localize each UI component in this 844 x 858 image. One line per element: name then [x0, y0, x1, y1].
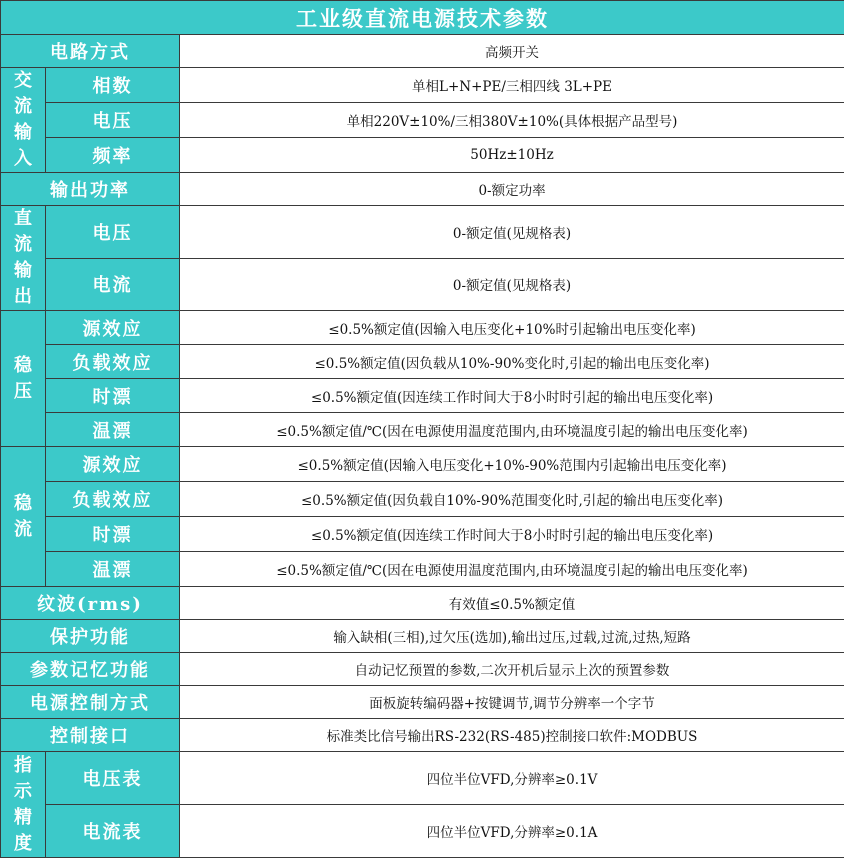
- sv-temp-label: 温漂: [46, 413, 180, 447]
- sv-source-label: 源效应: [46, 311, 180, 345]
- indicator-group-label: 指 示 精 度: [14, 755, 32, 854]
- protect-label: 保护功能: [1, 620, 180, 653]
- ripple-value: 有效值≤0.5%额定值: [180, 587, 844, 620]
- ac-freq-label: 频率: [46, 138, 180, 173]
- out-power-value: 0-额定功率: [180, 173, 844, 206]
- ac-freq-value: 50Hz±10Hz: [180, 138, 844, 173]
- sc-drift-label: 时漂: [46, 517, 180, 552]
- dc-current-value: 0-额定值(见规格表): [180, 258, 844, 311]
- sc-load-label: 负载效应: [46, 482, 180, 517]
- dc-output-group-label: 直 流 输 出: [14, 208, 32, 307]
- interface-label: 控制接口: [1, 719, 180, 752]
- memory-value: 自动记忆预置的参数,二次开机后显示上次的预置参数: [180, 653, 844, 686]
- circuit-value: 高频开关: [180, 35, 844, 68]
- protect-value: 输入缺相(三相),过欠压(选加),输出过压,过载,过流,过热,短路: [180, 620, 844, 653]
- memory-label: 参数记忆功能: [1, 653, 180, 686]
- sc-source-label: 源效应: [46, 447, 180, 482]
- voltmeter-value: 四位半位VFD,分辨率≥0.1V: [180, 752, 844, 805]
- ripple-label: 纹波(rms): [1, 587, 180, 620]
- sv-load-label: 负载效应: [46, 345, 180, 379]
- sc-temp-value: ≤0.5%额定值/℃(因在电源使用温度范围内,由环境温度引起的输出电压变化率): [180, 552, 844, 587]
- sc-load-value: ≤0.5%额定值(因负载自10%-90%范围变化时,引起的输出电压变化率): [180, 482, 844, 517]
- control-value: 面板旋转编码器+按键调节,调节分辨率一个字节: [180, 686, 844, 719]
- sc-drift-value: ≤0.5%额定值(因连续工作时间大于8小时时引起的输出电压变化率): [180, 517, 844, 552]
- stab-current-group: [1, 447, 46, 587]
- sv-source-value: ≤0.5%额定值(因输入电压变化+10%时引起输出电压变化率): [180, 311, 844, 345]
- ammeter-label: 电流表: [46, 805, 180, 858]
- dc-voltage-label: 电压: [46, 206, 180, 259]
- table-title: 工业级直流电源技术参数: [1, 1, 844, 35]
- ac-phase-label: 相数: [46, 68, 180, 103]
- ac-voltage-label: 电压: [46, 103, 180, 138]
- dc-output-group: [1, 206, 46, 311]
- sc-temp-label: 温漂: [46, 552, 180, 587]
- indicator-group: [1, 752, 46, 858]
- circuit-label: 电路方式: [1, 35, 180, 68]
- out-power-label: 输出功率: [1, 173, 180, 206]
- stab-current-group-label: 稳 流: [14, 493, 32, 540]
- sv-drift-value: ≤0.5%额定值(因连续工作时间大于8小时时引起的输出电压变化率): [180, 379, 844, 413]
- sc-source-value: ≤0.5%额定值(因输入电压变化+10%-90%范围内引起输出电压变化率): [180, 447, 844, 482]
- stab-voltage-group-label: 稳 压: [14, 355, 32, 402]
- ac-input-group: [1, 68, 46, 173]
- sv-temp-value: ≤0.5%额定值/℃(因在电源使用温度范围内,由环境温度引起的输出电压变化率): [180, 413, 844, 447]
- stab-voltage-group: [1, 311, 46, 447]
- interface-value: 标准类比信号输出RS-232(RS-485)控制接口软件:MODBUS: [180, 719, 844, 752]
- ac-voltage-value: 单相220V±10%/三相380V±10%(具体根据产品型号): [180, 103, 844, 138]
- control-label: 电源控制方式: [1, 686, 180, 719]
- ac-input-group-label: 交 流 输 入: [14, 70, 32, 169]
- sv-load-value: ≤0.5%额定值(因负载从10%-90%变化时,引起的输出电压变化率): [180, 345, 844, 379]
- ac-phase-value: 单相L+N+PE/三相四线 3L+PE: [180, 68, 844, 103]
- dc-voltage-value: 0-额定值(见规格表): [180, 206, 844, 259]
- ammeter-value: 四位半位VFD,分辨率≥0.1A: [180, 805, 844, 858]
- dc-current-label: 电流: [46, 258, 180, 311]
- sv-drift-label: 时漂: [46, 379, 180, 413]
- voltmeter-label: 电压表: [46, 752, 180, 805]
